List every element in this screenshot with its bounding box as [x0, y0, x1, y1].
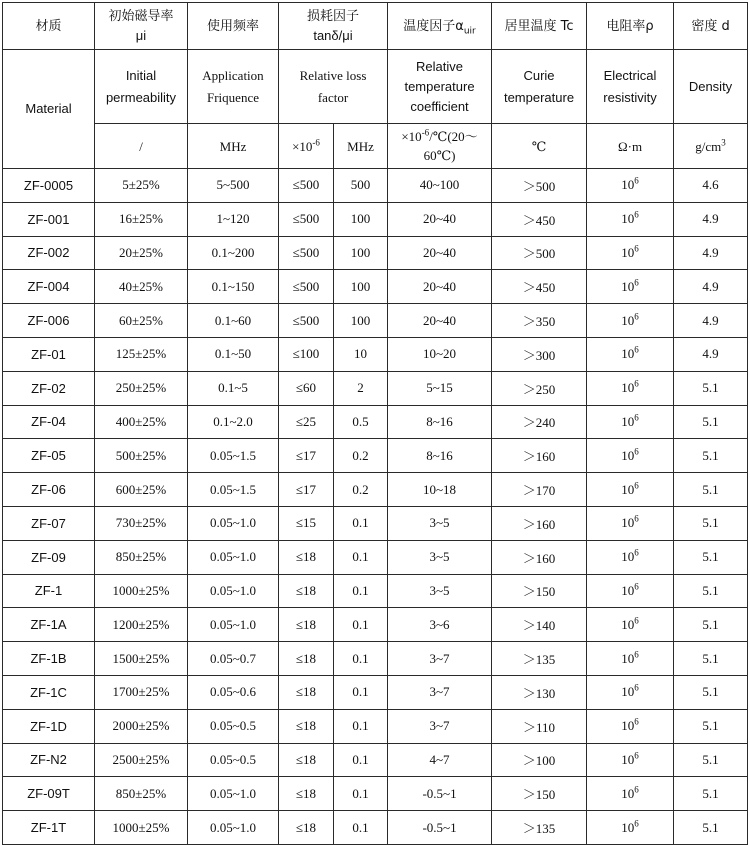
cell-initial-permeability: 1500±25%	[95, 642, 188, 676]
table-row	[3, 270, 748, 304]
cell-material: ZF-1C	[3, 675, 95, 709]
cell-initial-permeability: 20±25%	[95, 236, 188, 270]
cell-loss-frequency: 0.1	[334, 506, 388, 540]
cell-material: ZF-04	[3, 405, 95, 439]
cell-resistivity: $10^6$	[587, 540, 674, 574]
cell-curie-temperature: ＞240	[492, 405, 587, 439]
cell-loss-frequency: 0.1	[334, 709, 388, 743]
cell-loss-frequency: 2	[334, 371, 388, 405]
cell-loss-factor: ≤17	[279, 473, 334, 507]
cell-resistivity: $10^6$	[587, 439, 674, 473]
cell-resistivity: $10^6$	[587, 371, 674, 405]
cell-temp-coefficient: 10~18	[388, 473, 492, 507]
cell-initial-permeability: 1000±25%	[95, 574, 188, 608]
cell-loss-factor: ≤18	[279, 642, 334, 676]
cell-material: ZF-09T	[3, 777, 95, 811]
cell-material: ZF-09	[3, 540, 95, 574]
table-row	[3, 202, 748, 236]
table-row	[3, 540, 748, 574]
cell-material: ZF-002	[3, 236, 95, 270]
cell-loss-factor: ≤18	[279, 574, 334, 608]
cell-initial-permeability: 850±25%	[95, 540, 188, 574]
table-row	[3, 371, 748, 405]
cell-curie-temperature: ＞300	[492, 337, 587, 371]
unit-frequency: MHz	[188, 124, 279, 169]
cell-temp-coefficient: 20~40	[388, 202, 492, 236]
cell-temp-coefficient: 3~5	[388, 540, 492, 574]
cell-loss-factor: ≤18	[279, 608, 334, 642]
cell-density: 4.9	[674, 304, 748, 338]
header-temp-factor-cn: 温度因子$\alpha_{uir}$	[388, 3, 492, 50]
cell-resistivity: $10^6$	[587, 608, 674, 642]
cell-material: ZF-1B	[3, 642, 95, 676]
cell-material: ZF-06	[3, 473, 95, 507]
header-permeability-en: Initial permeability	[95, 50, 188, 124]
header-resistivity-en: Electrical resistivity	[587, 50, 674, 124]
cell-resistivity: $10^6$	[587, 169, 674, 203]
table-row	[3, 506, 748, 540]
cell-loss-frequency: 10	[334, 337, 388, 371]
cell-material: ZF-001	[3, 202, 95, 236]
cell-resistivity: $10^6$	[587, 506, 674, 540]
cell-resistivity: $10^6$	[587, 304, 674, 338]
cell-curie-temperature: ＞250	[492, 371, 587, 405]
cell-density: 5.1	[674, 574, 748, 608]
cell-application-frequency: 0.05~1.0	[188, 540, 279, 574]
cell-loss-factor: ≤500	[279, 270, 334, 304]
cell-application-frequency: 0.05~1.0	[188, 506, 279, 540]
cell-curie-temperature: ＞160	[492, 506, 587, 540]
table-row	[3, 439, 748, 473]
cell-resistivity: $10^6$	[587, 405, 674, 439]
cell-material: ZF-006	[3, 304, 95, 338]
cell-resistivity: $10^6$	[587, 743, 674, 777]
cell-curie-temperature: ＞135	[492, 811, 587, 845]
cell-application-frequency: 0.1~5	[188, 371, 279, 405]
cell-material: ZF-1D	[3, 709, 95, 743]
header-density-cn: 密度 d	[674, 3, 748, 50]
unit-temp-coefficient: $\times 10^{-6}/℃(20\sim$ 60℃)	[388, 124, 492, 169]
cell-initial-permeability: 850±25%	[95, 777, 188, 811]
header-row-chinese	[3, 3, 748, 50]
cell-application-frequency: 0.05~1.0	[188, 811, 279, 845]
cell-initial-permeability: 125±25%	[95, 337, 188, 371]
cell-loss-frequency: 0.1	[334, 743, 388, 777]
cell-application-frequency: 0.1~60	[188, 304, 279, 338]
cell-application-frequency: 0.05~1.5	[188, 473, 279, 507]
table-row	[3, 304, 748, 338]
cell-resistivity: $10^6$	[587, 337, 674, 371]
header-curie-en: Curie temperature	[492, 50, 587, 124]
cell-initial-permeability: 5±25%	[95, 169, 188, 203]
cell-curie-temperature: ＞150	[492, 574, 587, 608]
cell-initial-permeability: 1000±25%	[95, 811, 188, 845]
cell-material: ZF-07	[3, 506, 95, 540]
header-frequency-en: Application Friquence	[188, 50, 279, 124]
cell-loss-frequency: 0.5	[334, 405, 388, 439]
unit-density: $g/cm^3$	[674, 124, 748, 169]
cell-initial-permeability: 500±25%	[95, 439, 188, 473]
cell-loss-factor: ≤100	[279, 337, 334, 371]
unit-permeability: /	[95, 124, 188, 169]
header-resistivity-cn: 电阻率ρ	[587, 3, 674, 50]
cell-loss-frequency: 100	[334, 202, 388, 236]
cell-application-frequency: 0.05~1.5	[188, 439, 279, 473]
cell-application-frequency: 0.1~2.0	[188, 405, 279, 439]
table-row	[3, 574, 748, 608]
cell-loss-frequency: 100	[334, 236, 388, 270]
cell-density: 5.1	[674, 540, 748, 574]
cell-temp-coefficient: 3~7	[388, 709, 492, 743]
cell-material: ZF-N2	[3, 743, 95, 777]
cell-material: ZF-004	[3, 270, 95, 304]
header-row-units	[3, 124, 748, 169]
cell-curie-temperature: ＞110	[492, 709, 587, 743]
cell-application-frequency: 5~500	[188, 169, 279, 203]
cell-loss-factor: ≤500	[279, 304, 334, 338]
cell-application-frequency: 0.05~1.0	[188, 777, 279, 811]
cell-initial-permeability: 60±25%	[95, 304, 188, 338]
cell-initial-permeability: 16±25%	[95, 202, 188, 236]
cell-loss-frequency: 0.1	[334, 777, 388, 811]
cell-curie-temperature: ＞150	[492, 777, 587, 811]
cell-temp-coefficient: 5~15	[388, 371, 492, 405]
table-row	[3, 777, 748, 811]
cell-density: 4.9	[674, 337, 748, 371]
table-row	[3, 608, 748, 642]
cell-application-frequency: 0.05~0.6	[188, 675, 279, 709]
cell-resistivity: $10^6$	[587, 642, 674, 676]
cell-loss-factor: ≤18	[279, 675, 334, 709]
cell-loss-factor: ≤500	[279, 236, 334, 270]
cell-curie-temperature: ＞130	[492, 675, 587, 709]
header-permeability-cn: 初始磁导率 μi	[95, 3, 188, 50]
cell-density: 5.1	[674, 405, 748, 439]
table-row	[3, 743, 748, 777]
table-row	[3, 337, 748, 371]
cell-initial-permeability: 40±25%	[95, 270, 188, 304]
cell-density: 5.1	[674, 473, 748, 507]
cell-resistivity: $10^6$	[587, 811, 674, 845]
cell-temp-coefficient: 4~7	[388, 743, 492, 777]
table-row	[3, 675, 748, 709]
cell-resistivity: $10^6$	[587, 236, 674, 270]
cell-curie-temperature: ＞350	[492, 304, 587, 338]
cell-curie-temperature: ＞500	[492, 169, 587, 203]
cell-loss-frequency: 100	[334, 270, 388, 304]
table-row	[3, 642, 748, 676]
cell-material: ZF-1T	[3, 811, 95, 845]
cell-loss-frequency: 0.1	[334, 574, 388, 608]
cell-loss-frequency: 0.1	[334, 811, 388, 845]
cell-temp-coefficient: 3~7	[388, 642, 492, 676]
ferrite-spec-table	[2, 2, 748, 845]
cell-temp-coefficient: 3~6	[388, 608, 492, 642]
unit-loss-frequency: MHz	[334, 124, 388, 169]
cell-density: 5.1	[674, 709, 748, 743]
cell-loss-frequency: 0.1	[334, 540, 388, 574]
cell-loss-factor: ≤18	[279, 743, 334, 777]
cell-material: ZF-05	[3, 439, 95, 473]
table-row	[3, 169, 748, 203]
cell-density: 5.1	[674, 642, 748, 676]
cell-initial-permeability: 730±25%	[95, 506, 188, 540]
cell-material: ZF-1	[3, 574, 95, 608]
unit-curie: ℃	[492, 124, 587, 169]
cell-application-frequency: 1~120	[188, 202, 279, 236]
cell-curie-temperature: ＞500	[492, 236, 587, 270]
cell-density: 4.6	[674, 169, 748, 203]
cell-resistivity: $10^6$	[587, 574, 674, 608]
cell-density: 5.1	[674, 777, 748, 811]
unit-loss-factor: $\times 10^{-6}$	[279, 124, 334, 169]
cell-density: 5.1	[674, 811, 748, 845]
cell-resistivity: $10^6$	[587, 202, 674, 236]
cell-material: ZF-01	[3, 337, 95, 371]
cell-application-frequency: 0.1~50	[188, 337, 279, 371]
cell-resistivity: $10^6$	[587, 270, 674, 304]
cell-curie-temperature: ＞170	[492, 473, 587, 507]
cell-material: ZF-02	[3, 371, 95, 405]
cell-density: 5.1	[674, 608, 748, 642]
cell-loss-factor: ≤18	[279, 811, 334, 845]
cell-loss-factor: ≤500	[279, 202, 334, 236]
cell-density: 5.1	[674, 506, 748, 540]
cell-loss-frequency: 0.1	[334, 642, 388, 676]
cell-density: 5.1	[674, 743, 748, 777]
cell-temp-coefficient: 40~100	[388, 169, 492, 203]
cell-loss-factor: ≤17	[279, 439, 334, 473]
cell-density: 4.9	[674, 236, 748, 270]
cell-application-frequency: 0.05~1.0	[188, 608, 279, 642]
cell-curie-temperature: ＞160	[492, 439, 587, 473]
cell-curie-temperature: ＞450	[492, 202, 587, 236]
cell-loss-frequency: 500	[334, 169, 388, 203]
cell-application-frequency: 0.05~0.5	[188, 743, 279, 777]
cell-density: 4.9	[674, 202, 748, 236]
cell-resistivity: $10^6$	[587, 473, 674, 507]
cell-density: 4.9	[674, 270, 748, 304]
cell-initial-permeability: 1200±25%	[95, 608, 188, 642]
cell-initial-permeability: 600±25%	[95, 473, 188, 507]
cell-loss-frequency: 100	[334, 304, 388, 338]
cell-resistivity: $10^6$	[587, 777, 674, 811]
cell-material: ZF-1A	[3, 608, 95, 642]
cell-loss-factor: ≤60	[279, 371, 334, 405]
cell-resistivity: $10^6$	[587, 675, 674, 709]
cell-temp-coefficient: 3~7	[388, 675, 492, 709]
header-material-cn: 材质	[3, 3, 95, 50]
unit-resistivity: Ω·m	[587, 124, 674, 169]
cell-temp-coefficient: 20~40	[388, 270, 492, 304]
table-row	[3, 473, 748, 507]
header-temp-coefficient-en: Relative temperature coefficient	[388, 50, 492, 124]
cell-loss-factor: ≤18	[279, 540, 334, 574]
cell-temp-coefficient: -0.5~1	[388, 811, 492, 845]
cell-application-frequency: 0.05~0.7	[188, 642, 279, 676]
cell-initial-permeability: 250±25%	[95, 371, 188, 405]
cell-curie-temperature: ＞140	[492, 608, 587, 642]
cell-loss-frequency: 0.1	[334, 608, 388, 642]
cell-application-frequency: 0.1~150	[188, 270, 279, 304]
cell-density: 5.1	[674, 439, 748, 473]
cell-temp-coefficient: -0.5~1	[388, 777, 492, 811]
table-row	[3, 709, 748, 743]
header-row-english	[3, 50, 748, 124]
header-density-en: Density	[674, 50, 748, 124]
cell-temp-coefficient: 10~20	[388, 337, 492, 371]
cell-application-frequency: 0.05~1.0	[188, 574, 279, 608]
header-curie-cn: 居里温度 Tc	[492, 3, 587, 50]
cell-initial-permeability: 2000±25%	[95, 709, 188, 743]
table-row	[3, 236, 748, 270]
cell-loss-factor: ≤18	[279, 777, 334, 811]
cell-temp-coefficient: 20~40	[388, 236, 492, 270]
header-loss-factor-cn: 损耗因子 tanδ/μi	[279, 3, 388, 50]
cell-temp-coefficient: 8~16	[388, 439, 492, 473]
cell-density: 5.1	[674, 371, 748, 405]
cell-density: 5.1	[674, 675, 748, 709]
cell-loss-factor: ≤500	[279, 169, 334, 203]
cell-loss-frequency: 0.1	[334, 675, 388, 709]
cell-loss-frequency: 0.2	[334, 439, 388, 473]
cell-curie-temperature: ＞450	[492, 270, 587, 304]
cell-initial-permeability: 400±25%	[95, 405, 188, 439]
cell-curie-temperature: ＞160	[492, 540, 587, 574]
cell-application-frequency: 0.1~200	[188, 236, 279, 270]
cell-material: ZF-0005	[3, 169, 95, 203]
cell-temp-coefficient: 20~40	[388, 304, 492, 338]
header-loss-factor-en: Relative loss factor	[279, 50, 388, 124]
header-frequency-cn: 使用频率	[188, 3, 279, 50]
cell-loss-frequency: 0.2	[334, 473, 388, 507]
cell-curie-temperature: ＞100	[492, 743, 587, 777]
cell-initial-permeability: 1700±25%	[95, 675, 188, 709]
table-row	[3, 811, 748, 845]
header-material-en: Material	[3, 50, 95, 169]
cell-loss-factor: ≤18	[279, 709, 334, 743]
table-row	[3, 405, 748, 439]
cell-temp-coefficient: 3~5	[388, 506, 492, 540]
cell-temp-coefficient: 3~5	[388, 574, 492, 608]
cell-loss-factor: ≤15	[279, 506, 334, 540]
cell-initial-permeability: 2500±25%	[95, 743, 188, 777]
cell-loss-factor: ≤25	[279, 405, 334, 439]
cell-temp-coefficient: 8~16	[388, 405, 492, 439]
cell-curie-temperature: ＞135	[492, 642, 587, 676]
cell-resistivity: $10^6$	[587, 709, 674, 743]
cell-application-frequency: 0.05~0.5	[188, 709, 279, 743]
